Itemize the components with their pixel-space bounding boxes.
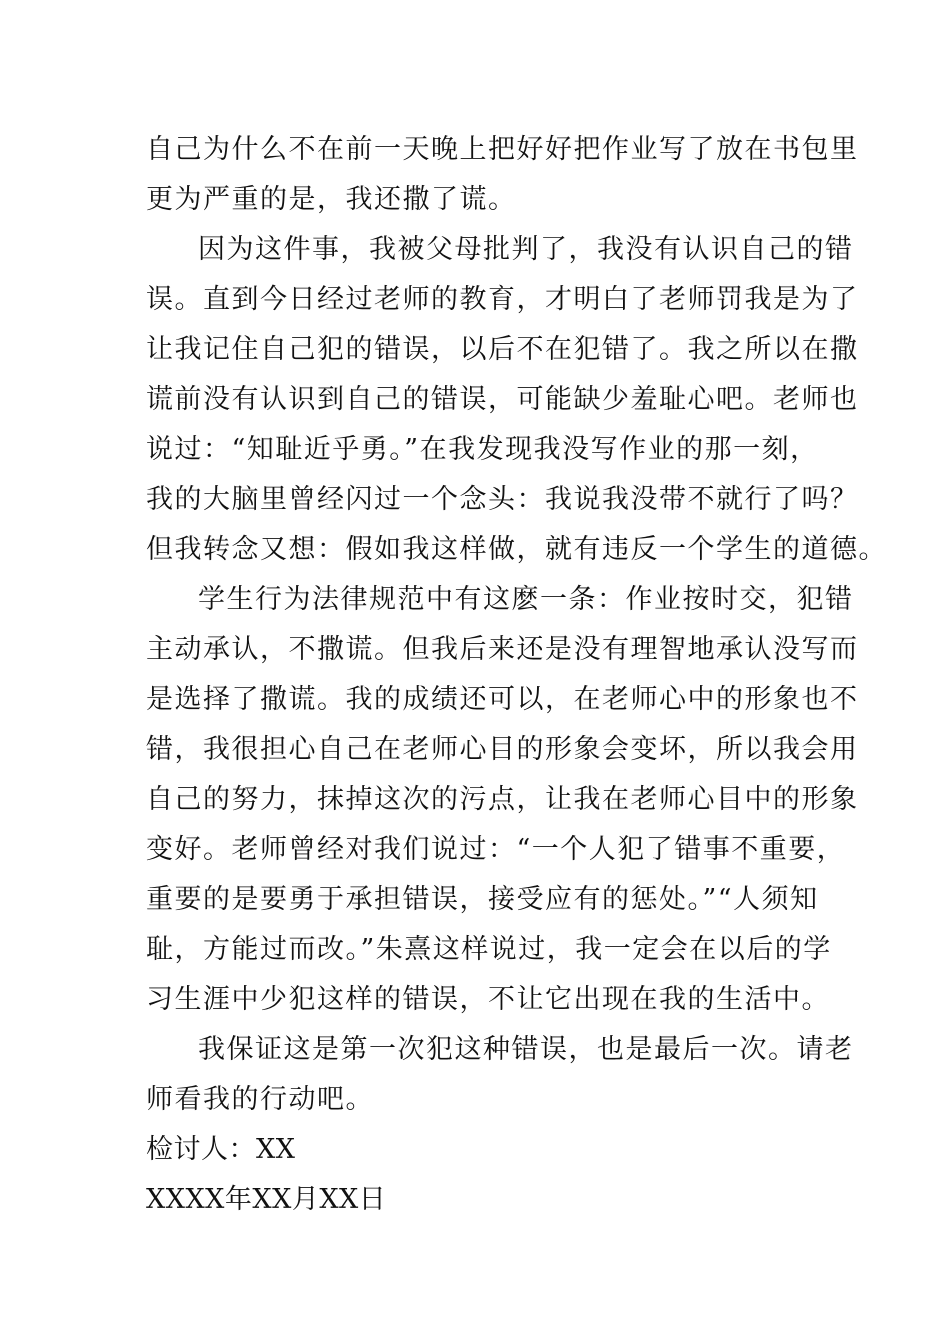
text-line: 错，我很担心自己在老师心目的形象会变坏，所以我会用 [146, 734, 859, 765]
text-line: 自己为什么不在前一天晚上把好好把作业写了放在书包里 [146, 134, 859, 165]
date-line: XXXX年XX月XX日 [146, 1184, 387, 1215]
text-line: 师看我的行动吧。 [146, 1084, 374, 1115]
signature-line: 检讨人：XX [146, 1134, 296, 1165]
text-line: 但我转念又想：假如我这样做，就有违反一个学生的道德。 [146, 534, 887, 565]
text-line: 我的大脑里曾经闪过一个念头：我说我没带不就行了吗？ [146, 484, 859, 515]
paragraph-start-line: 我保证这是第一次犯这种错误，也是最后一次。请老 [198, 1034, 854, 1065]
text-line: 让我记住自己犯的错误，以后不在犯错了。我之所以在撒 [146, 334, 859, 365]
text-line: 习生涯中少犯这样的错误，不让它出现在我的生活中。 [146, 984, 830, 1015]
text-line: 自己的努力，抹掉这次的污点，让我在老师心目中的形象 [146, 784, 859, 815]
text-line: 谎前没有认识到自己的错误，可能缺少羞耻心吧。老师也 [146, 384, 859, 415]
text-line: 误。直到今日经过老师的教育，才明白了老师罚我是为了 [146, 284, 859, 315]
text-line: 重要的是要勇于承担错误，接受应有的惩处。”“人须知 [146, 884, 819, 915]
text-line: 主动承认，不撒谎。但我后来还是没有理智地承认没写而 [146, 634, 859, 665]
text-line: 更为严重的是，我还撒了谎。 [146, 184, 517, 215]
text-line: 是选择了撒谎。我的成绩还可以，在老师心中的形象也不 [146, 684, 859, 715]
text-line: 变好。老师曾经对我们说过：“一个人犯了错事不重要， [146, 834, 846, 865]
text-line: 耻，方能过而改。”朱熹这样说过，我一定会在以后的学 [146, 934, 832, 965]
text-line: 说过：“知耻近乎勇。”在我发现我没写作业的那一刻， [146, 434, 819, 465]
paragraph-start-line: 因为这件事，我被父母批判了，我没有认识自己的错 [198, 234, 854, 265]
paragraph-start-line: 学生行为法律规范中有这麽一条：作业按时交，犯错 [198, 584, 854, 615]
